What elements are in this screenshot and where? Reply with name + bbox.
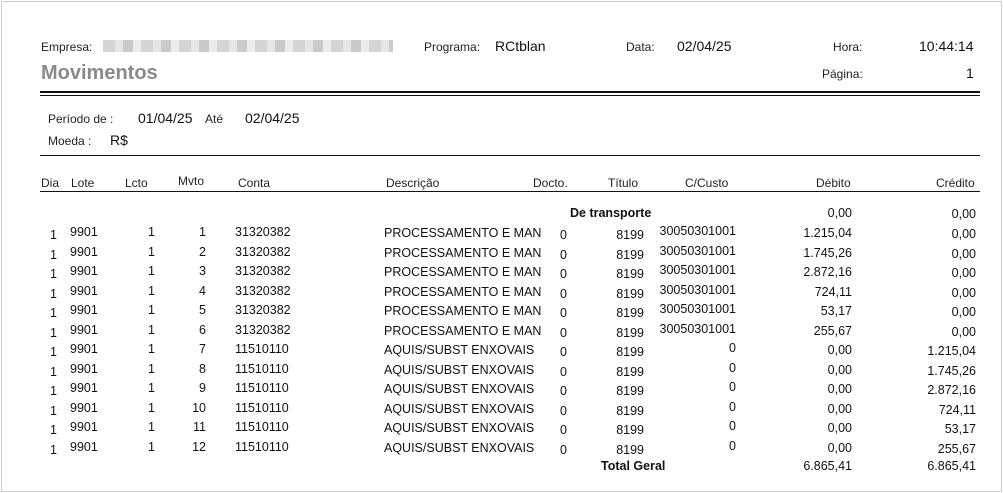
data-label: Data: [626,40,655,54]
cell-titulo: 8199 [616,384,644,398]
cell-conta: 11510110 [235,420,289,434]
total-debito: 6.865,41 [803,459,852,473]
cell-descricao: PROCESSAMENTO E MAN [384,245,542,260]
total-label: Total Geral [601,459,666,473]
cell-lote: 9901 [70,322,98,337]
cell-mvto: 10 [192,400,206,415]
transport-label: De transporte [570,206,652,220]
cell-titulo: 8199 [616,286,644,301]
cell-descricao: PROCESSAMENTO E MAN [384,304,542,318]
pagina-value: 1 [966,65,974,81]
cell-titulo: 8199 [616,228,644,242]
cell-descricao: AQUIS/SUBST ENXOVAIS [384,421,535,435]
cell-dia: 1 [50,306,57,320]
cell-dia: 1 [50,384,57,398]
cell-debito: 255,67 [813,323,852,338]
cell-debito: 0,00 [827,401,852,416]
periodo-from: 01/04/25 [138,110,193,126]
cell-lcto: 1 [148,439,155,454]
cell-titulo: 8199 [616,442,644,457]
cell-docto: 0 [560,267,567,281]
cell-debito: 0,00 [827,362,852,377]
cell-docto: 0 [560,364,567,379]
cell-debito: 0,00 [827,440,852,455]
cell-lote: 9901 [70,381,98,395]
cell-lcto: 1 [148,381,155,395]
cell-credito: 1.215,04 [927,344,976,358]
cell-dia: 1 [50,228,57,242]
cell-mvto: 2 [199,244,206,259]
cell-conta: 31320382 [235,322,291,337]
cell-descricao: AQUIS/SUBST ENXOVAIS [384,440,535,455]
programa-value: RCtblan [495,38,546,54]
cell-mvto: 3 [199,264,206,278]
cell-conta: 31320382 [235,303,291,317]
cell-lcto: 1 [148,283,155,298]
empresa-label: Empresa: [41,40,93,54]
cell-debito: 1.745,26 [803,245,852,260]
cell-docto: 0 [560,384,567,398]
cell-ccusto: 0 [729,360,736,375]
cell-titulo: 8199 [616,247,644,262]
cell-descricao: AQUIS/SUBST ENXOVAIS [384,382,535,396]
cell-ccusto: 0 [729,341,736,355]
cell-credito: 0,00 [951,227,976,241]
cell-lcto: 1 [148,361,155,376]
periodo-label: Período de : [48,112,114,126]
cell-docto: 0 [560,247,567,262]
cell-ccusto: 0 [729,438,736,453]
col-descricao: Descrição [386,176,440,190]
cell-lcto: 1 [148,420,155,434]
cell-lote: 9901 [70,283,98,298]
empresa-value-redacted [103,40,393,52]
cell-conta: 11510110 [235,342,289,356]
page-title: Movimentos [41,62,158,84]
header-divider-top [40,91,980,93]
cell-lote: 9901 [70,225,98,239]
cell-descricao: PROCESSAMENTO E MAN [384,284,542,299]
cell-titulo: 8199 [616,306,644,320]
cell-mvto: 1 [199,225,206,239]
cell-docto: 0 [560,325,567,340]
cell-debito: 1.215,04 [803,226,852,240]
col-credito: Crédito [936,176,975,190]
cell-ccusto: 30050301001 [659,321,736,336]
cell-lote: 9901 [70,361,98,376]
cell-titulo: 8199 [616,325,644,340]
cell-lote: 9901 [70,400,98,415]
cell-mvto: 6 [199,322,206,337]
transport-debito: 0,00 [827,206,852,220]
col-lote: Lote [71,176,95,190]
cell-descricao: PROCESSAMENTO E MAN [384,226,542,240]
cell-docto: 0 [560,286,567,301]
cell-lote: 9901 [70,420,98,434]
col-docto: Docto. [533,176,568,190]
cell-descricao: AQUIS/SUBST ENXOVAIS [384,401,535,416]
cell-credito: 0,00 [951,266,976,280]
cell-credito: 724,11 [938,402,976,417]
transport-credito: 0,00 [951,207,976,221]
filters-divider [40,155,980,156]
col-lcto: Lcto [125,176,148,190]
cell-lote: 9901 [70,303,98,317]
cell-debito: 53,17 [820,304,852,318]
cell-docto: 0 [560,306,567,320]
cell-conta: 11510110 [235,381,289,395]
cell-dia: 1 [50,442,57,457]
moeda-value: R$ [110,132,128,148]
cell-ccusto: 30050301001 [659,302,736,316]
cell-lcto: 1 [148,322,155,337]
cell-credito: 1.745,26 [927,363,976,378]
cell-lcto: 1 [148,225,155,239]
cell-docto: 0 [560,423,567,437]
cell-descricao: AQUIS/SUBST ENXOVAIS [384,343,535,357]
header-divider-bottom [40,95,980,96]
cell-conta: 11510110 [235,361,289,376]
cell-mvto: 7 [199,342,206,356]
col-conta: Conta [238,176,271,190]
col-ccusto: C/Custo [685,176,729,190]
cell-credito: 2.872,16 [927,383,976,397]
cell-mvto: 4 [199,283,206,298]
cell-ccusto: 0 [729,380,736,394]
cell-credito: 0,00 [951,324,976,339]
cell-lote: 9901 [70,342,98,356]
periodo-to: 02/04/25 [245,110,300,126]
cell-docto: 0 [560,442,567,457]
cell-titulo: 8199 [616,345,644,359]
cell-titulo: 8199 [616,267,644,281]
cell-titulo: 8199 [616,423,644,437]
cell-lote: 9901 [70,264,98,278]
cell-conta: 31320382 [235,225,291,239]
cell-ccusto: 30050301001 [659,263,736,277]
cell-dia: 1 [50,325,57,340]
cell-ccusto: 30050301001 [659,243,736,258]
cell-ccusto: 0 [729,419,736,433]
hora-label: Hora: [833,40,863,54]
total-credito: 6.865,41 [927,459,976,473]
cell-dia: 1 [50,247,57,262]
cell-ccusto: 30050301001 [659,224,736,238]
cell-lcto: 1 [148,244,155,259]
cell-debito: 724,11 [814,284,852,299]
columns-divider [40,191,980,192]
cell-docto: 0 [560,403,567,418]
cell-docto: 0 [560,228,567,242]
moeda-label: Moeda : [48,134,92,148]
cell-conta: 31320382 [235,244,291,259]
cell-mvto: 8 [199,361,206,376]
report-page [1,1,1002,492]
cell-credito: 0,00 [951,305,976,319]
cell-debito: 2.872,16 [803,265,852,279]
cell-debito: 0,00 [827,421,852,435]
cell-lcto: 1 [148,264,155,278]
cell-descricao: PROCESSAMENTO E MAN [384,323,542,338]
col-mvto: Mvto [178,174,205,188]
ate-label: Até [205,112,224,126]
cell-dia: 1 [50,364,57,379]
cell-dia: 1 [50,286,57,301]
col-dia: Dia [41,176,60,190]
cell-dia: 1 [50,423,57,437]
cell-titulo: 8199 [616,403,644,418]
programa-label: Programa: [424,40,481,54]
cell-conta: 11510110 [235,439,289,454]
cell-dia: 1 [50,267,57,281]
col-titulo: Título [608,176,639,190]
cell-credito: 0,00 [951,246,976,261]
cell-ccusto: 30050301001 [659,282,736,297]
cell-dia: 1 [50,403,57,418]
cell-credito: 255,67 [937,441,976,456]
data-value: 02/04/25 [677,38,732,54]
cell-descricao: AQUIS/SUBST ENXOVAIS [384,362,535,377]
col-debito: Débito [816,176,851,190]
cell-conta: 31320382 [235,283,291,298]
cell-ccusto: 0 [729,399,736,414]
cell-lote: 9901 [70,244,98,259]
cell-descricao: PROCESSAMENTO E MAN [384,265,542,279]
cell-debito: 0,00 [827,382,852,396]
hora-value: 10:44:14 [919,38,974,54]
cell-lcto: 1 [148,303,155,317]
cell-lote: 9901 [70,439,98,454]
cell-docto: 0 [560,345,567,359]
cell-conta: 31320382 [235,264,291,278]
cell-mvto: 9 [199,381,206,395]
cell-lcto: 1 [148,400,155,415]
pagina-label: Página: [822,67,863,81]
cell-mvto: 11 [193,420,206,434]
cell-mvto: 5 [199,303,206,317]
cell-titulo: 8199 [616,364,644,379]
cell-credito: 53,17 [944,422,976,436]
cell-lcto: 1 [148,342,155,356]
cell-credito: 0,00 [951,285,976,300]
cell-conta: 11510110 [235,400,289,415]
cell-debito: 0,00 [827,343,852,357]
cell-mvto: 12 [192,439,206,454]
cell-dia: 1 [50,345,57,359]
